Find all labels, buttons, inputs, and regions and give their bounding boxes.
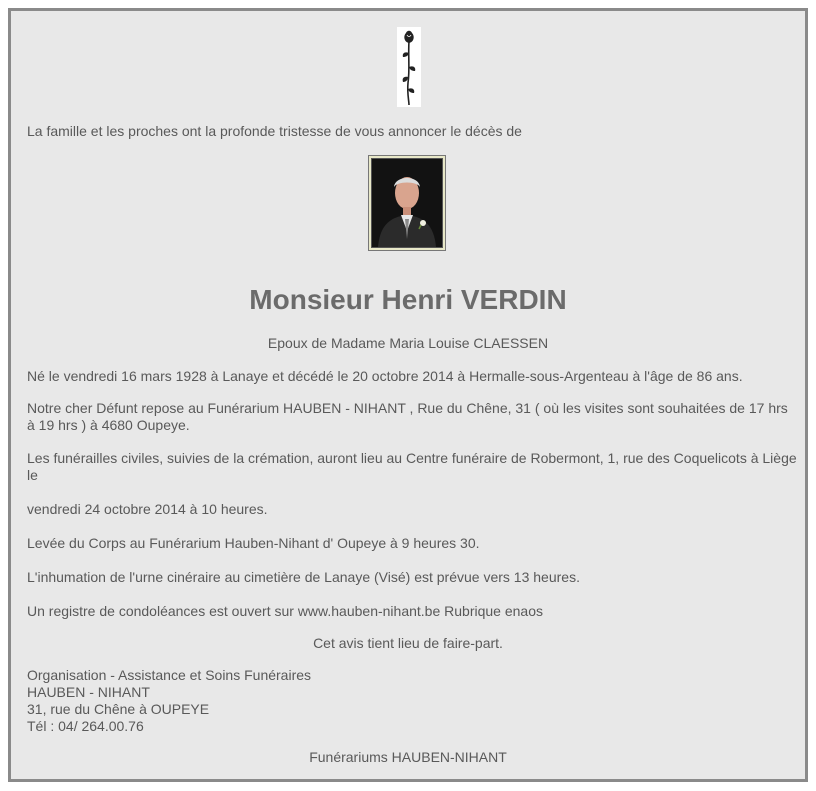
footer-signature: Funérariums HAUBEN-NIHANT [309, 749, 507, 765]
portrait-photo [368, 155, 446, 251]
faire-part-text: Cet avis tient lieu de faire-part. [313, 635, 503, 651]
ceremony-date: vendredi 24 octobre 2014 à 10 heures. [27, 501, 268, 517]
organisation-line: Organisation - Assistance et Soins Funéraires [27, 667, 312, 683]
organisation-block [27, 667, 797, 735]
organisation-address: 31, rue du Chêne à OUPEYE [27, 701, 210, 717]
organisation-phone: Tél : 04/ 264.00.76 [27, 718, 144, 734]
funerals-text: Les funérailles civiles, suivies de la crémation, auront lieu au Centre funéraire de Robermont, 1, rue des Coquelicots à Liège le [27, 450, 797, 483]
deceased-name: Monsieur Henri VERDIN [249, 284, 567, 315]
rose-icon [397, 27, 421, 107]
spouse-line: Epoux de Madame Maria Louise CLAESSEN [267, 335, 549, 351]
organisation-name: HAUBEN - NIHANT [27, 684, 150, 700]
repose-text: Notre cher Défunt repose au Funérarium HAUBEN - NIHANT , Rue du Chêne, 31 ( où les visites sont souhaitées de 17 hrs à 19 hrs ) à 4680 Oupeye. [27, 400, 788, 433]
intro-text: La famille et les proches ont la profonde tristesse de vous annoncer le décès de [27, 123, 522, 139]
levee-text: Levée du Corps au Funérarium Hauben-Nihant d' Oupeye à 9 heures 30. [27, 535, 480, 551]
inhumation-text: L'inhumation de l'urne cinéraire au cimetière de Lanaye (Visé) est prévue vers 13 heures. [27, 569, 580, 585]
birth-death-text: Né le vendredi 16 mars 1928 à Lanaye et décédé le 20 octobre 2014 à Hermalle-sous-Argenteau à l'âge de 86 ans. [27, 368, 743, 384]
obituary-card [8, 8, 808, 782]
registre-text: Un registre de condoléances est ouvert sur www.hauben-nihant.be Rubrique enaos [27, 603, 543, 619]
